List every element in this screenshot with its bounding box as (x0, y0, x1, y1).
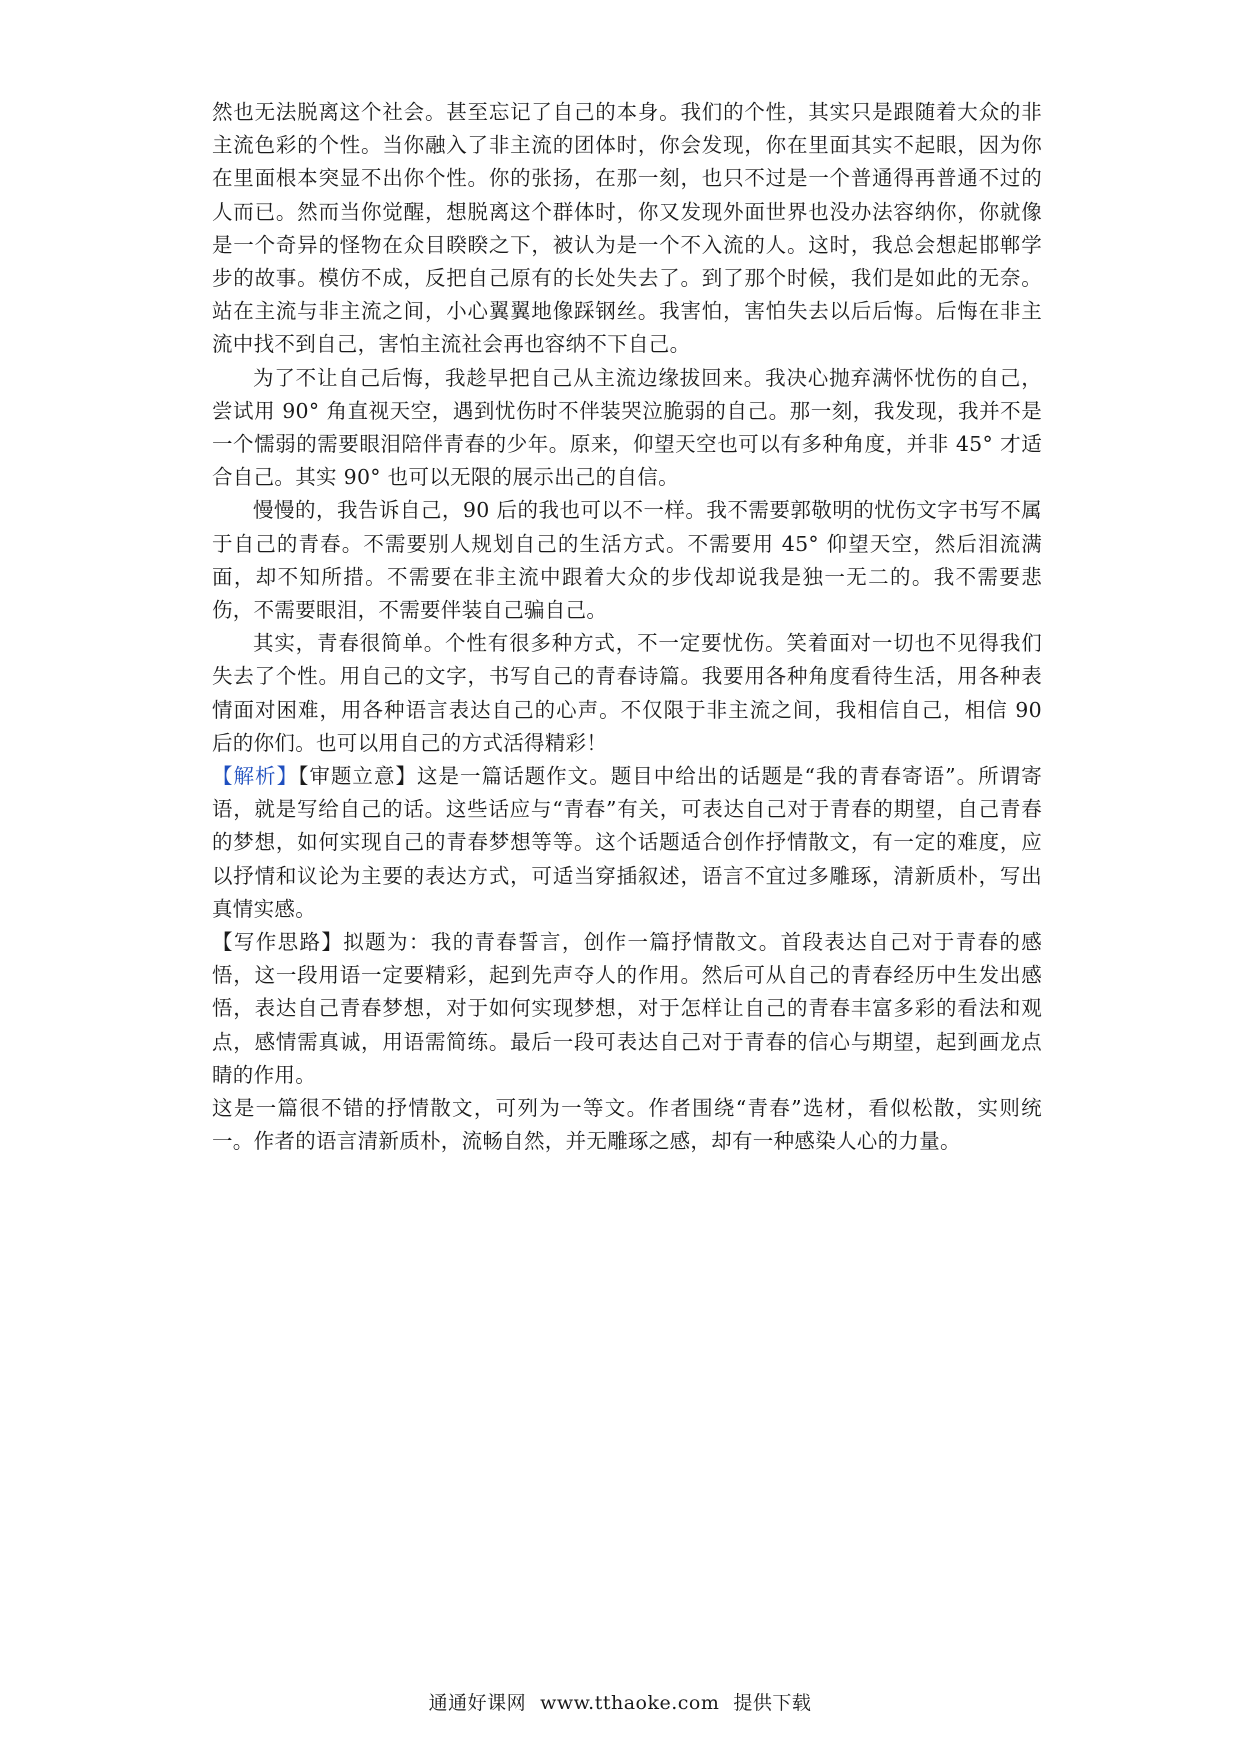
document-body (212, 96, 1042, 1159)
page-footer (0, 1688, 1240, 1715)
footer-site-name: 通通好课网 (428, 1692, 527, 1714)
comment-paragraph: 这是一篇很不错的抒情散文，可列为一等文。作者围绕“青春”选材，看似松散，实则统一。作者的语言清新质朴，流畅自然，并无雕琢之感，却有一种感染人心的力量。 (212, 1096, 1042, 1154)
essay-paragraph-4: 其实，青春很简单。个性有很多种方式，不一定要忧伤。笑着面对一切也不见得我们失去了个性。用自己的文字，书写自己的青春诗篇。我要用各种角度看待生活，用各种表情面对困难，用各种语言表达自己的心声。不仅限于非主流之间，我相信自己，相信 90 后的你们。也可以用自己的方式活得精彩！ (212, 631, 1042, 755)
analysis-paragraph (212, 760, 1042, 926)
analysis-text: 【审题立意】这是一篇话题作文。题目中给出的话题是“我的青春寄语”。所谓寄语，就是写给自己的话。这些话应与“青春”有关，可表达自己对于青春的期望，自己青春的梦想，如何实现自己的青春梦想等等。这个话题适合创作抒情散文，有一定的难度，应以抒情和议论为主要的表达方式，可适当穿插叙述，语言不宜过多雕琢，清新质朴，写出真情实感。 (212, 764, 1042, 921)
essay-paragraph-3: 慢慢的，我告诉自己，90 后的我也可以不一样。我不需要郭敬明的忧伤文字书写不属于自己的青春。不需要别人规划自己的生活方式。不需要用 45° 仰望天空，然后泪流满面，却不知所措。不需要在非主流中跟着大众的步伐却说我是独一无二的。我不需要悲伤，不需要眼泪，不需要伴装自己骗自己。 (212, 498, 1042, 623)
essay-paragraph-2: 为了不让自己后悔，我趁早把自己从主流边缘拔回来。我决心抛弃满怀忧伤的自己，尝试用 90° 角直视天空，遇到忧伤时不伴装哭泣脆弱的自己。那一刻，我发现，我并不是一个懦弱的需要眼泪陪伴青春的少年。原来，仰望天空也可以有多种角度，并非 45° 才适合自己。其实 90° 也可以无限的展示出己的自信。 (212, 365, 1042, 490)
footer-url: www.tthaoke.com (540, 1692, 720, 1714)
footer-note: 提供下载 (733, 1692, 812, 1714)
writing-approach-paragraph: 【写作思路】拟题为：我的青春誓言，创作一篇抒情散文。首段表达自己对于青春的感悟，这一段用语一定要精彩，起到先声夺人的作用。然后可从自己的青春经历中生发出感悟，表达自己青春梦想，对于如何实现梦想，对于怎样让自己的青春丰富多彩的看法和观点，感情需真诚，用语需简练。最后一段可表达自己对于青春的信心与期望，起到画龙点睛的作用。 (212, 930, 1042, 1087)
essay-paragraph-1: 然也无法脱离这个社会。甚至忘记了自己的本身。我们的个性，其实只是跟随着大众的非主流色彩的个性。当你融入了非主流的团体时，你会发现，你在里面其实不起眼，因为你在里面根本突显不出你个性。你的张扬，在那一刻，也只不过是一个普通得再普通不过的人而已。然而当你觉醒，想脱离这个群体时，你又发现外面世界也没办法容纳你，你就像是一个奇异的怪物在众目睽睽之下，被认为是一个不入流的人。这时，我总会想起邯郸学步的故事。模仿不成，反把自己原有的长处失去了。到了那个时候，我们是如此的无奈。站在主流与非主流之间，小心翼翼地像踩钢丝。我害怕，害怕失去以后后悔。后悔在非主流中找不到自己，害怕主流社会再也容纳不下自己。 (212, 100, 1042, 357)
analysis-tag: 【解析】 (212, 764, 299, 789)
